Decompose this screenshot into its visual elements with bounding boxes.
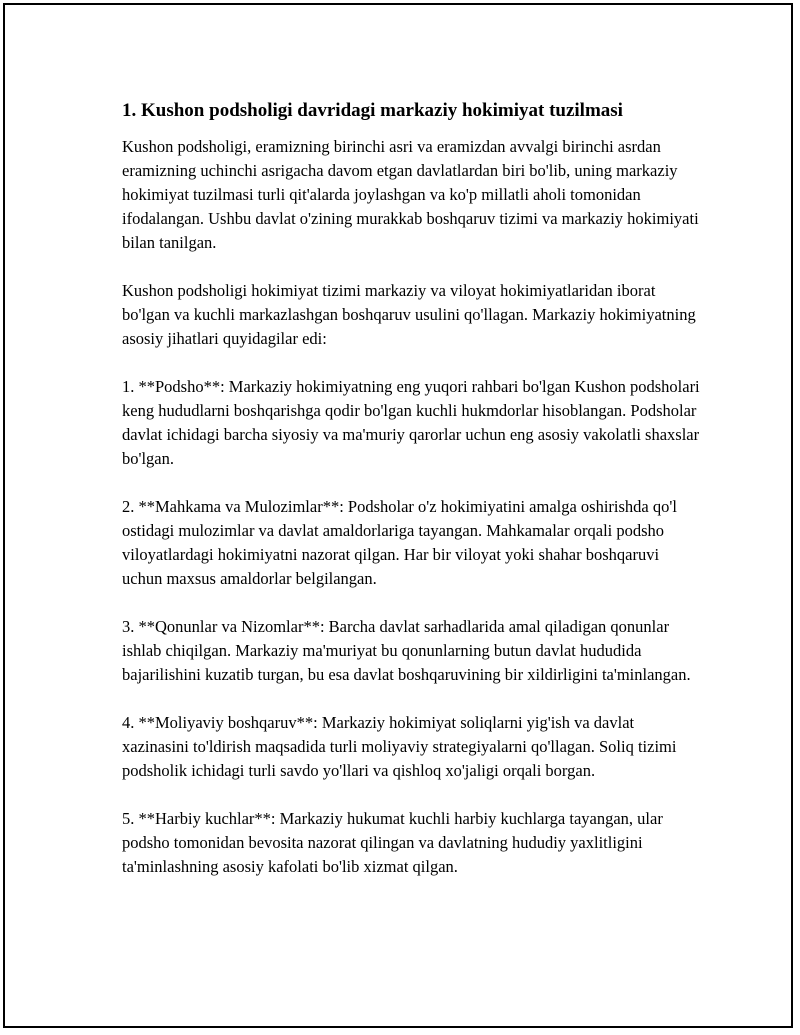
- paragraph-qonunlar: 3. **Qonunlar va Nizomlar**: Barcha davlat sarhadlarida amal qiladigan qonunlar ishlab chiqilgan. Markaziy ma'muriyat bu qonunlarning butun davlat hududida bajarilishini kuzatib turgan, bu esa davlat boshqaruvining bir xildirligini ta'minlangan.: [122, 617, 691, 684]
- paragraph-mahkama: 2. **Mahkama va Mulozimlar**: Podsholar o'z hokimiyatini amalga oshirishda qo'l ostidagi mulozimlar va davlat amaldorlariga tayangan. Mahkamalar orqali podsho viloyatlardagi hokimiyatni nazorat qilgan. Har bir viloyat yoki shahar boshqaruvi uchun maxsus amaldorlar belgilangan.: [122, 497, 677, 588]
- document-page: [3, 3, 793, 1028]
- paragraph-moliya: 4. **Moliyaviy boshqaruv**: Markaziy hokimiyat soliqlarni yig'ish va davlat xazinasini to'ldirish maqsadida turli moliyaviy strategiyalarni qo'llagan. Soliq tizimi podsholik ichidagi turli savdo yo'llari va qishloq xo'jaligi orqali borgan.: [122, 713, 677, 780]
- paragraph-intro: Kushon podsholigi, eramizning birinchi asri va eramizdan avvalgi birinchi asrdan eramizning uchinchi asrigacha davom etgan davlatlardan biri bo'lib, uning markaziy hokimiyat tuzilmasi turli qit'alarda joylashgan va ko'p millatli aholi tomonidan ifodalangan. Ushbu davlat o'zining murakkab boshqaruv tizimi va markaziy hokimiyati bilan tanilgan.: [122, 137, 699, 252]
- paragraph-structure: Kushon podsholigi hokimiyat tizimi markaziy va viloyat hokimiyatlaridan iborat bo'lgan va kuchli markazlashgan boshqaruv usulini qo'llagan. Markaziy hokimiyatning asosiy jihatlari quyidagilar edi:: [122, 281, 696, 348]
- paragraph-podsho: 1. **Podsho**: Markaziy hokimiyatning eng yuqori rahbari bo'lgan Kushon podsholari keng hududlarni boshqarishga qodir bo'lgan kuchli hukmdorlar hisoblangan. Podsholar davlat ichidagi barcha siyosiy va ma'muriy qarorlar uchun eng asosiy vakolatli shaxslar bo'lgan.: [122, 377, 700, 468]
- paragraph-harbiy: 5. **Harbiy kuchlar**: Markaziy hukumat kuchli harbiy kuchlarga tayangan, ular podsho tomonidan bevosita nazorat qilingan va davlatning hududiy yaxlitligini ta'minlashning asosiy kafolati bo'lib xizmat qilgan.: [122, 809, 663, 876]
- document-title: 1. Kushon podsholigi davridagi markaziy hokimiyat tuzilmasi: [122, 100, 623, 121]
- document-body: [122, 97, 702, 903]
